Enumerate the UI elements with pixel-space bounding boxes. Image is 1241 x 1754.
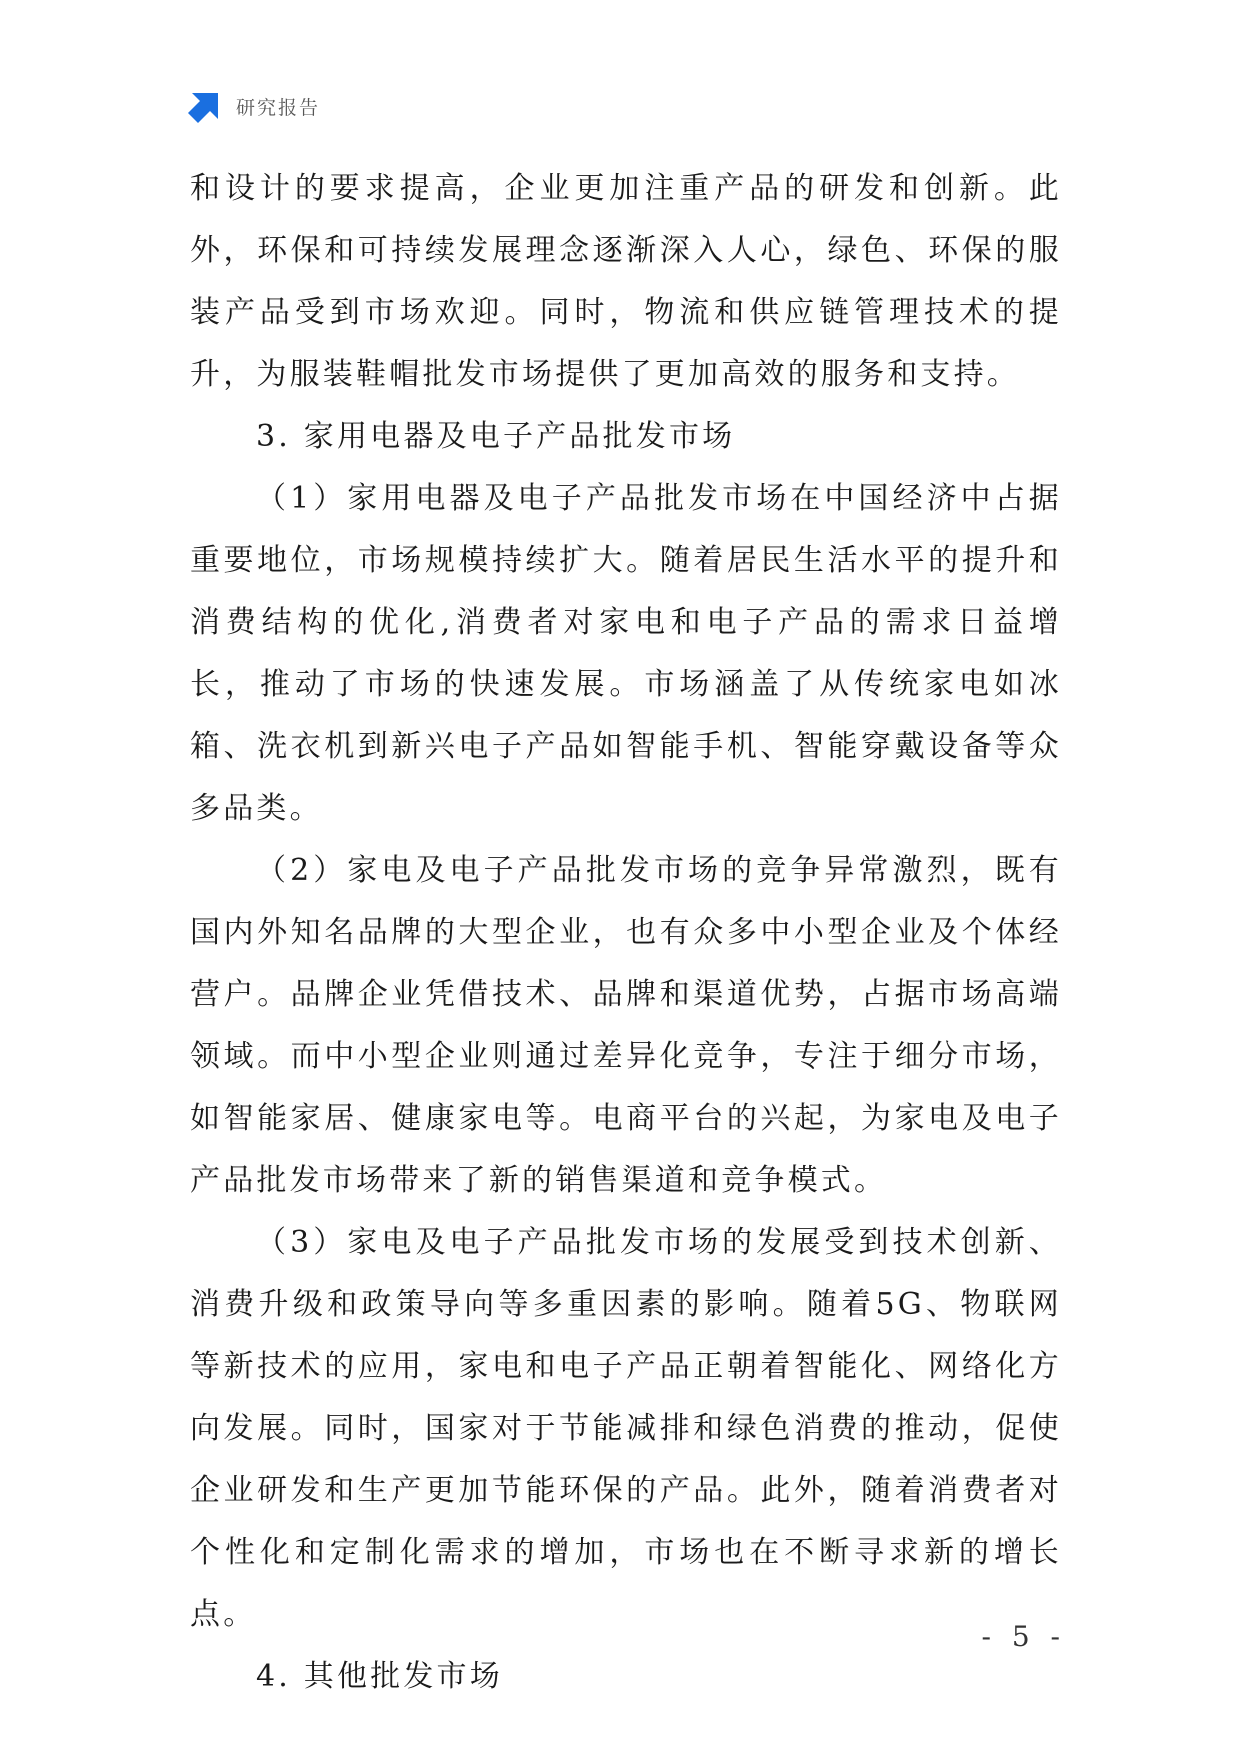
section-heading-3: 3. 家用电器及电子产品批发市场 — [256, 419, 736, 454]
page-header — [188, 88, 320, 124]
paragraph-continued: 和设计的要求提高，企业更加注重产品的研发和创新。此外，环保和可持续发展理念逐渐深入人心，绿色、环保的服装产品受到市场欢迎。同时，物流和供应链管理技术的提升，为服装鞋帽批发市场提供了更加高效的服务和支持。 — [190, 171, 1062, 392]
arrow-up-right-icon — [188, 89, 222, 123]
section-heading-4: 4. 其他批发市场 — [256, 1659, 503, 1694]
paragraph-1: （1）家用电器及电子产品批发市场在中国经济中占据重要地位，市场规模持续扩大。随着居民生活水平的提升和消费结构的优化,消费者对家电和电子产品的需求日益增长，推动了市场的快速发展。市场涵盖了从传统家电如冰箱、洗衣机到新兴电子产品如智能手机、智能穿戴设备等众多品类。 — [190, 481, 1062, 826]
paragraph-2: （2）家电及电子产品批发市场的竞争异常激烈，既有国内外知名品牌的大型企业，也有众多中小型企业及个体经营户。品牌企业凭借技术、品牌和渠道优势，占据市场高端领域。而中小型企业则通过差异化竞争，专注于细分市场，如智能家居、健康家电等。电商平台的兴起，为家电及电子产品批发市场带来了新的销售渠道和竞争模式。 — [190, 853, 1062, 1198]
paragraph-3: （3）家电及电子产品批发市场的发展受到技术创新、消费升级和政策导向等多重因素的影响。随着5G、物联网等新技术的应用，家电和电子产品正朝着智能化、网络化方向发展。同时，国家对于节能减排和绿色消费的推动，促使企业研发和生产更加节能环保的产品。此外，随着消费者对个性化和定制化需求的增加，市场也在不断寻求新的增长点。 — [190, 1225, 1062, 1632]
header-title: 研究报告 — [236, 96, 321, 119]
document-body — [190, 158, 1062, 1708]
page-number: - 5 - — [981, 1620, 1066, 1653]
